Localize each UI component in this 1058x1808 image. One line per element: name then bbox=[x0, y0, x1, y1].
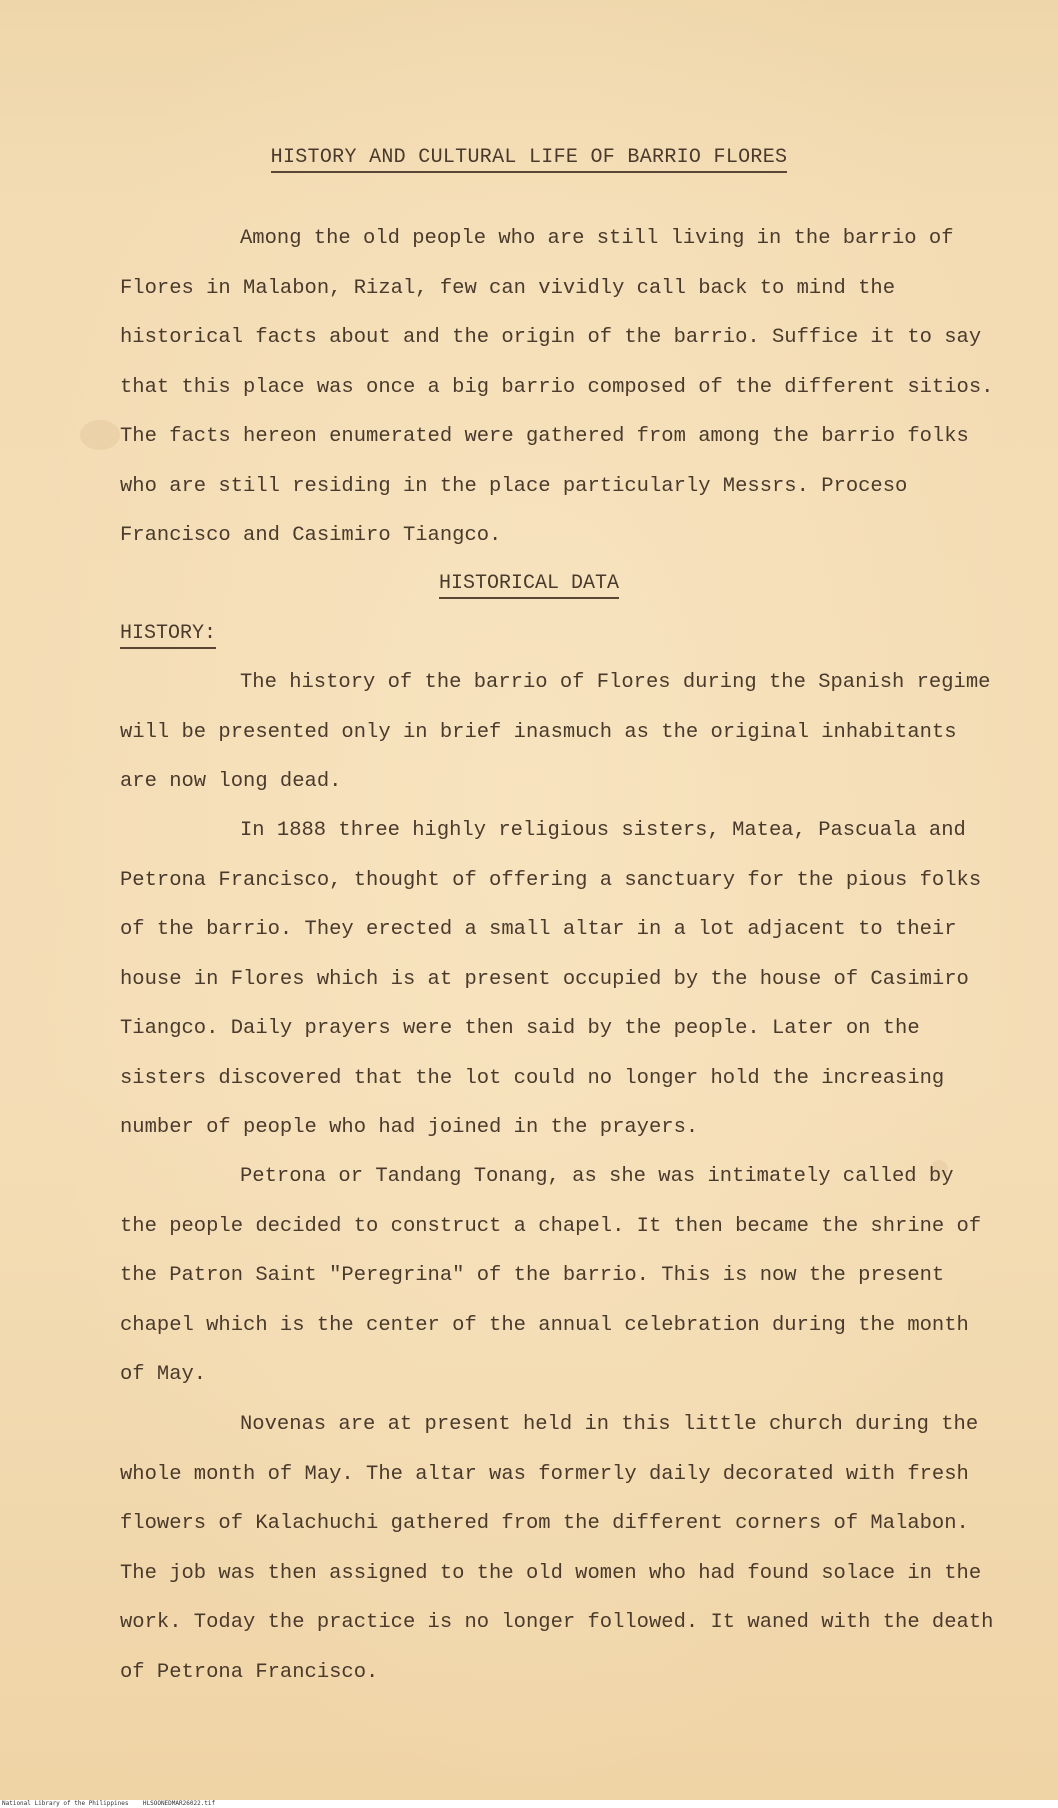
paragraph-text: In 1888 three highly religious sisters, Matea, Pascuala and Petrona Francisco, thought of offering a sanctuary for the pious folks of the barrio. They erected a small altar in a lot adjacent to their house in Flores which is at present occupied by the house of Casimiro Tiangco. Daily prayers were then said by the people. Later on the sisters discovered that the lot could no longer hold the increasing number of people who had joined in the prayers. bbox=[120, 819, 982, 1139]
paragraph-text: Petrona or Tandang Tonang, as she was intimately called by the people decided to construct a chapel. It then became the shrine of the Patron Saint "Peregrina" of the barrio. This is now the present chapel which is the center of the annual celebration during the month of May. bbox=[120, 1165, 982, 1386]
section-heading bbox=[0, 572, 1058, 595]
scan-footer: National Library of the Philippines HLSOONEDMAR26022.tif bbox=[0, 1800, 1058, 1808]
document-title-text: HISTORY AND CULTURAL LIFE OF BARRIO FLORES bbox=[271, 146, 788, 173]
paper-stain bbox=[80, 420, 120, 450]
body-paragraph bbox=[120, 1400, 1000, 1697]
body-paragraph bbox=[120, 806, 1000, 1153]
paragraph-text: The history of the barrio of Flores during the Spanish regime will be presented only in brief inasmuch as the original inhabitants are now long dead. bbox=[120, 671, 991, 793]
body-paragraph bbox=[120, 1152, 1000, 1400]
section-heading-text: HISTORICAL DATA bbox=[439, 572, 619, 599]
intro-paragraph bbox=[120, 214, 1000, 561]
body-paragraph bbox=[120, 658, 1000, 807]
subsection-heading-text: HISTORY: bbox=[120, 622, 216, 649]
subsection-heading bbox=[120, 622, 216, 645]
paragraph-text: Novenas are at present held in this little church during the whole month of May. The altar was formerly daily decorated with fresh flowers of Kalachuchi gathered from the different corners of Malabon. The job was then assigned to the old women who had found solace in the work. Today the practice is no longer followed. It waned with the death of Petrona Francisco. bbox=[120, 1413, 994, 1684]
document-title bbox=[0, 146, 1058, 169]
intro-text: Among the old people who are still living in the barrio of Flores in Malabon, Rizal, few can vividly call back to mind the historical facts about and the origin of the barrio. Suffice it to say that this place was once a big barrio composed of the different sitios. The facts hereon enumerated were gathered from among the barrio folks who are still residing in the place particularly Messrs. Proceso Francisco and Casimiro Tiangco. bbox=[120, 227, 994, 547]
